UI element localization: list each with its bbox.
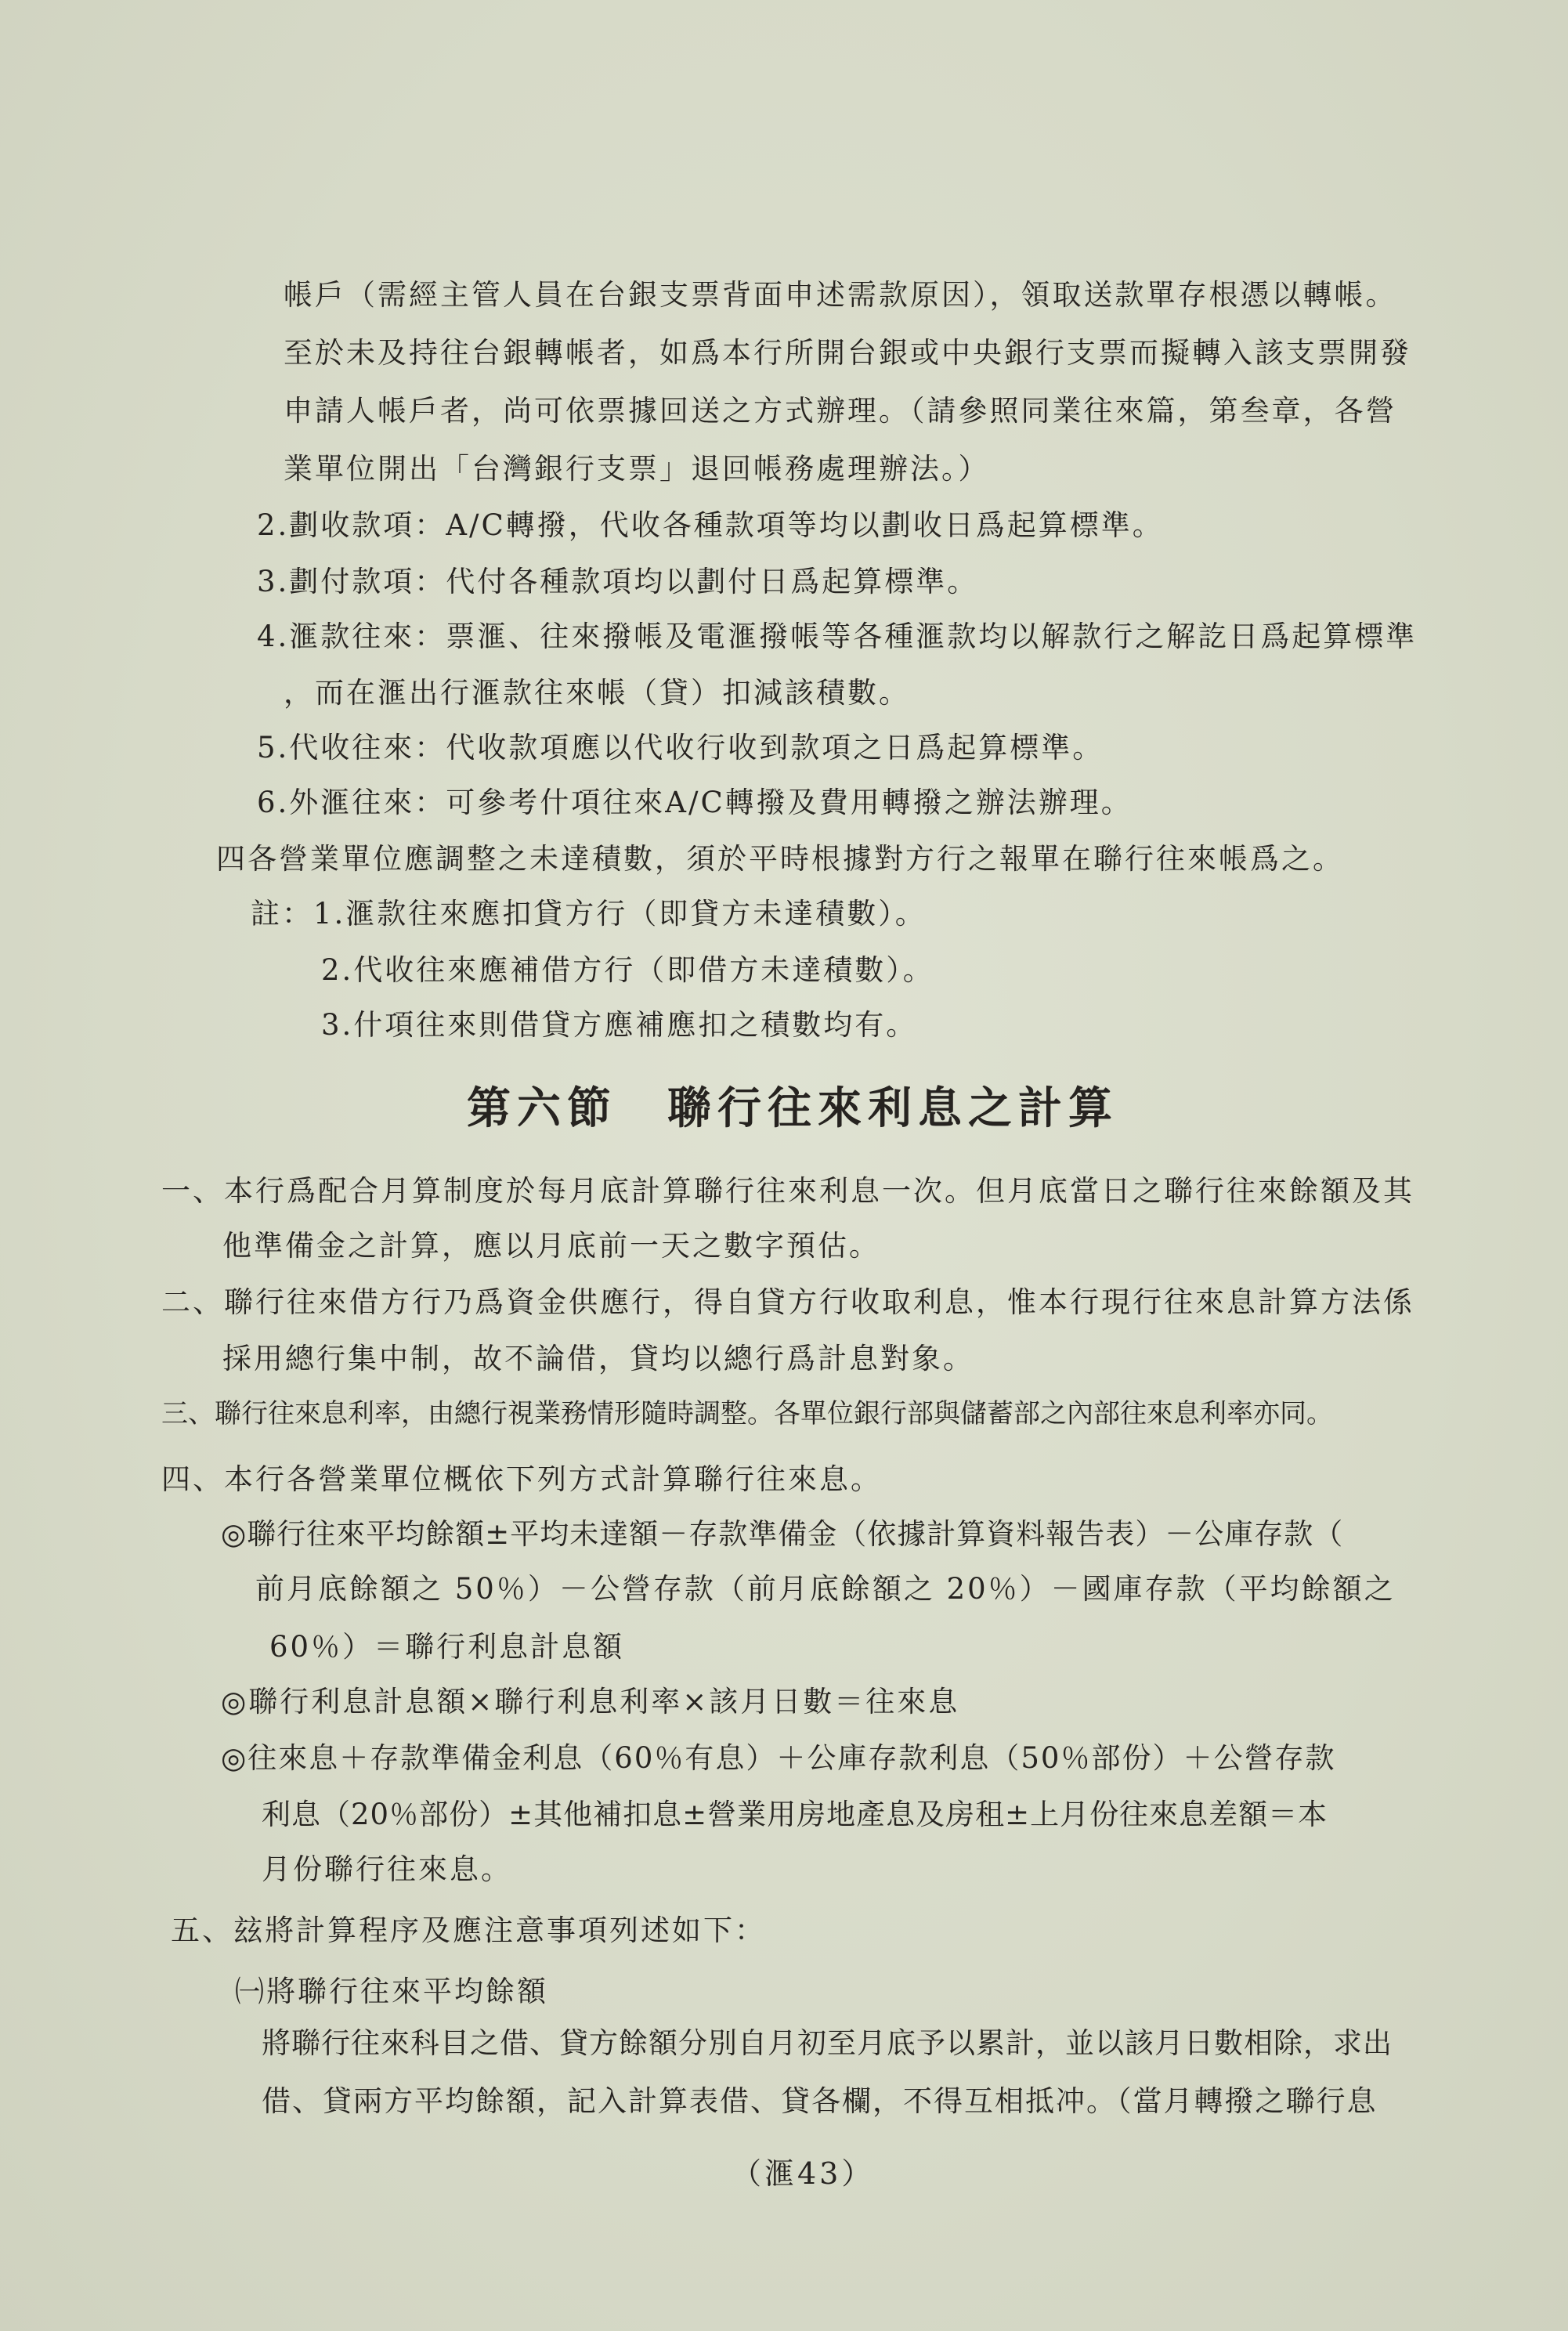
note-line: 3.什項往來則借貸方應補應扣之積數均有。: [321, 1008, 918, 1042]
list-item: 五、玆將計算程序及應注意事項列述如下：: [171, 1914, 766, 1947]
formula-line: 月份聯行往來息。: [262, 1852, 512, 1886]
text-line: 採用總行集中制，故不論借，貸均以總行爲計息對象。: [222, 1342, 974, 1375]
note-line: 2.代收往來應補借方行（即借方未達積數）。: [321, 953, 934, 987]
page-number: （滙43）: [732, 2156, 875, 2191]
text-line: 申請人帳戶者，尚可依票據回送之方式辦理。（請參照同業往來篇，第叁章，各營: [284, 394, 1397, 428]
text-line: 業單位開出「台灣銀行支票」退回帳務處理辦法。）: [284, 452, 990, 486]
list-item: 四各營業單位應調整之未達積數，須於平時根據對方行之報單在聯行往來帳爲之。: [216, 842, 1344, 876]
list-item: 三、聯行往來息利率，由總行視業務情形隨時調整。各單位銀行部與儲蓄部之內部往來息利率亦同。: [161, 1398, 1333, 1429]
list-item: 二、聯行往來借方行乃爲資金供應行，得自貸方行收取利息，惟本行現行往來息計算方法係: [161, 1285, 1414, 1319]
formula-line: ◎聯行往來平均餘額±平均未達額－存款準備金（依據計算資料報告表）－公庫存款（: [221, 1517, 1344, 1551]
list-item: 2.劃收款項：A/C轉撥，代收各種款項等均以劃收日爲起算標準。: [257, 508, 1164, 542]
formula-line: 前月底餘額之 50％）－公營存款（前月底餘額之 20％）－國庫存款（平均餘額之: [255, 1572, 1396, 1606]
formula-line: ◎聯行利息計息額×聯行利息利率×該月日數＝往來息: [221, 1685, 960, 1718]
list-item: ㈠將聯行往來平均餘額: [235, 1975, 548, 2008]
text-line: 至於未及持往台銀轉帳者，如爲本行所開台銀或中央銀行支票而擬轉入該支票開發: [284, 336, 1411, 370]
list-item: 6.外滙往來：可參考什項往來A/C轉撥及費用轉撥之辦法辦理。: [257, 786, 1133, 819]
note-line: 註：1.滙款往來應扣貸方行（即貸方未達積數）。: [251, 897, 927, 931]
list-item: 4.滙款往來：票滙、往來撥帳及電滙撥帳等各種滙款均以解款行之解訖日爲起算標準: [257, 620, 1418, 653]
text-line: 借、貸兩方平均餘額，記入計算表借、貸各欄，不得互相抵冲。（當月轉撥之聯行息: [262, 2084, 1378, 2118]
text-line: ，而在滙出行滙款往來帳（貸）扣減該積數。: [284, 676, 910, 710]
formula-line: 60％）＝聯行利息計息額: [269, 1630, 625, 1664]
text-line: 帳戶（需經主管人員在台銀支票背面申述需款原因），領取送款單存根憑以轉帳。: [284, 278, 1397, 312]
list-item: 3.劃付款項：代付各種款項均以劃付日爲起算標準。: [257, 565, 979, 598]
list-item: 一、本行爲配合月算制度於每月底計算聯行往來利息一次。但月底當日之聯行往來餘額及其: [161, 1174, 1414, 1208]
formula-line: 利息（20％部份）±其他補扣息±營業用房地產息及房租±上月份往來息差額＝本: [262, 1798, 1328, 1831]
section-heading: 第六節 聯行往來利息之計算: [467, 1082, 1118, 1134]
list-item: 四、本行各營業單位概依下列方式計算聯行往來息。: [161, 1462, 882, 1496]
text-line: 他準備金之計算，應以月底前一天之數字預估。: [222, 1229, 880, 1263]
list-item: 5.代收往來：代收款項應以代收行收到款項之日爲起算標準。: [257, 731, 1104, 764]
text-line: 將聯行往來科目之借、貸方餘額分別自月初至月底予以累計，並以該月日數相除，求出: [262, 2026, 1393, 2060]
formula-line: ◎往來息＋存款準備金利息（60％有息）＋公庫存款利息（50％部份）＋公營存款: [221, 1741, 1336, 1775]
